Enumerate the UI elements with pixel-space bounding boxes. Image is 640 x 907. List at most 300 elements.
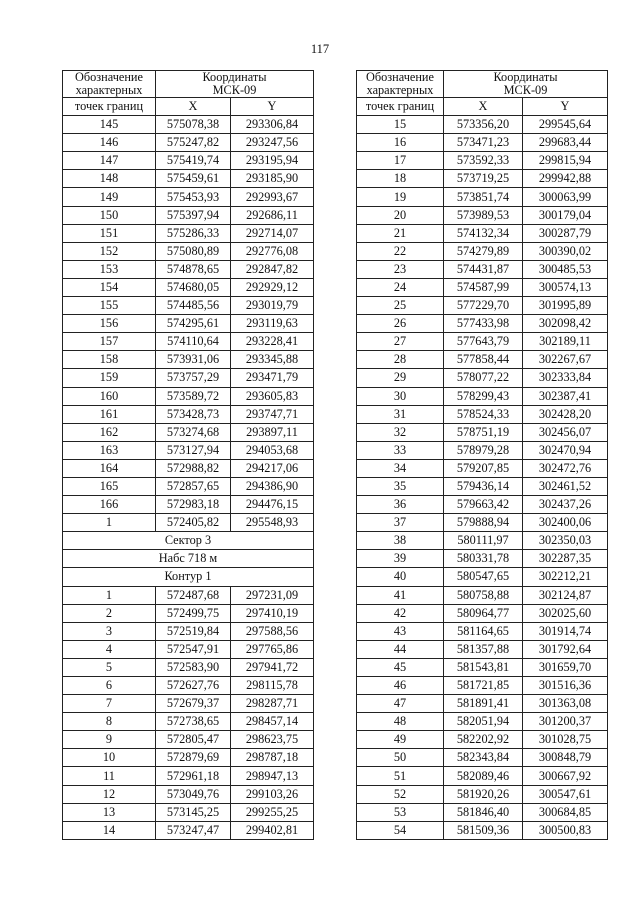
table-row: [63, 550, 314, 568]
table-row: [357, 677, 608, 695]
y-coordinate-cell: 292847,82: [231, 260, 314, 278]
contour-title: Контур 1: [63, 568, 314, 586]
table-row: [63, 170, 314, 188]
table-row: [63, 677, 314, 695]
y-coordinate-cell: 302400,06: [523, 514, 608, 532]
y-coordinate-cell: 302456,07: [523, 423, 608, 441]
y-coordinate-cell: 300287,79: [523, 224, 608, 242]
table-row: [63, 695, 314, 713]
point-number-cell: 33: [357, 441, 444, 459]
table-row: [357, 568, 608, 586]
y-coordinate-cell: 297231,09: [231, 586, 314, 604]
x-coordinate-cell: 574295,61: [156, 315, 231, 333]
y-coordinate-cell: 298457,14: [231, 713, 314, 731]
point-number-cell: 149: [63, 188, 156, 206]
y-coordinate-cell: 300063,99: [523, 188, 608, 206]
point-number-cell: 162: [63, 423, 156, 441]
x-coordinate-cell: 578751,19: [444, 423, 523, 441]
point-number-cell: 28: [357, 351, 444, 369]
point-number-cell: 53: [357, 803, 444, 821]
y-coordinate-cell: 302189,11: [523, 333, 608, 351]
table-row: [357, 242, 608, 260]
y-coordinate-cell: 298787,18: [231, 749, 314, 767]
y-coordinate-cell: 301516,36: [523, 677, 608, 695]
designation-header-line: характерных: [75, 83, 143, 97]
x-coordinate-cell: 580758,88: [444, 586, 523, 604]
coordinate-system-label: МСК-09: [212, 83, 257, 97]
table-row: [63, 206, 314, 224]
y-coordinate-cell: 302437,26: [523, 496, 608, 514]
x-coordinate-cell: 572679,37: [156, 695, 231, 713]
x-coordinate-cell: 581920,26: [444, 785, 523, 803]
point-number-cell: 4: [63, 640, 156, 658]
point-number-cell: 146: [63, 134, 156, 152]
x-coordinate-cell: 579436,14: [444, 477, 523, 495]
point-number-cell: 54: [357, 821, 444, 839]
y-coordinate-cell: 293119,63: [231, 315, 314, 333]
table-row: [63, 224, 314, 242]
point-number-cell: 155: [63, 297, 156, 315]
point-number-cell: 5: [63, 658, 156, 676]
point-number-cell: 26: [357, 315, 444, 333]
designation-header-line: Обозначение: [366, 70, 434, 84]
y-coordinate-cell: 292776,08: [231, 242, 314, 260]
y-coordinate-cell: 297765,86: [231, 640, 314, 658]
table-row: [63, 387, 314, 405]
table-row: [63, 514, 314, 532]
y-header: Y: [523, 98, 608, 116]
x-coordinate-cell: 575453,93: [156, 188, 231, 206]
table-row: [357, 532, 608, 550]
x-coordinate-cell: 574878,65: [156, 260, 231, 278]
y-coordinate-cell: 295548,93: [231, 514, 314, 532]
table-row: [357, 278, 608, 296]
table-row: [63, 477, 314, 495]
coordinates-table-left: [62, 70, 314, 840]
table-row: [357, 152, 608, 170]
table-row: [63, 622, 314, 640]
x-coordinate-cell: 582051,94: [444, 713, 523, 731]
point-number-cell: 163: [63, 441, 156, 459]
point-number-cell: 36: [357, 496, 444, 514]
point-number-cell: 145: [63, 116, 156, 134]
point-number-cell: 1: [63, 586, 156, 604]
y-coordinate-cell: 302098,42: [523, 315, 608, 333]
table-row: [357, 514, 608, 532]
x-coordinate-cell: 573719,25: [444, 170, 523, 188]
table-row: [357, 297, 608, 315]
point-number-cell: 20: [357, 206, 444, 224]
point-number-cell: 41: [357, 586, 444, 604]
x-coordinate-cell: 581164,65: [444, 622, 523, 640]
table-row: [63, 640, 314, 658]
x-coordinate-cell: 572547,91: [156, 640, 231, 658]
point-number-cell: 7: [63, 695, 156, 713]
table-row: [357, 188, 608, 206]
x-coordinate-cell: 580331,78: [444, 550, 523, 568]
point-number-cell: 1: [63, 514, 156, 532]
y-coordinate-cell: 302461,52: [523, 477, 608, 495]
point-number-cell: 18: [357, 170, 444, 188]
x-coordinate-cell: 573274,68: [156, 423, 231, 441]
x-coordinate-cell: 581721,85: [444, 677, 523, 695]
left-table-body: [63, 71, 314, 840]
x-coordinate-cell: 572583,90: [156, 658, 231, 676]
table-row: [63, 767, 314, 785]
table-row: [357, 405, 608, 423]
x-header: X: [156, 98, 231, 116]
point-number-cell: 10: [63, 749, 156, 767]
point-number-cell: 21: [357, 224, 444, 242]
right-table-body: [357, 71, 608, 840]
table-row: [63, 604, 314, 622]
x-coordinate-cell: 574680,05: [156, 278, 231, 296]
point-number-cell: 161: [63, 405, 156, 423]
y-coordinate-cell: 302124,87: [523, 586, 608, 604]
point-number-cell: 148: [63, 170, 156, 188]
x-coordinate-cell: 572519,84: [156, 622, 231, 640]
coordinates-header: [156, 71, 314, 98]
table-row: [357, 459, 608, 477]
y-coordinate-cell: 299103,26: [231, 785, 314, 803]
sector-title: Сектор 3: [63, 532, 314, 550]
point-number-cell: 51: [357, 767, 444, 785]
x-coordinate-cell: 575286,33: [156, 224, 231, 242]
point-number-cell: 31: [357, 405, 444, 423]
x-coordinate-cell: 577229,70: [444, 297, 523, 315]
y-coordinate-cell: 301028,75: [523, 731, 608, 749]
table-row: [357, 658, 608, 676]
y-coordinate-cell: 292993,67: [231, 188, 314, 206]
y-coordinate-cell: 299683,44: [523, 134, 608, 152]
table-row: [357, 622, 608, 640]
designation-header-last-line: точек границ: [357, 98, 444, 116]
table-row: [357, 767, 608, 785]
y-coordinate-cell: 300485,53: [523, 260, 608, 278]
table-row: [63, 278, 314, 296]
table-row: [63, 116, 314, 134]
x-coordinate-cell: 573127,94: [156, 441, 231, 459]
table-row: [357, 803, 608, 821]
designation-header-line: Обозначение: [75, 70, 143, 84]
y-coordinate-cell: 300848,79: [523, 749, 608, 767]
y-coordinate-cell: 302333,84: [523, 369, 608, 387]
table-row: [357, 441, 608, 459]
point-number-cell: 47: [357, 695, 444, 713]
y-coordinate-cell: 302472,76: [523, 459, 608, 477]
y-coordinate-cell: 294386,90: [231, 477, 314, 495]
y-coordinate-cell: 300547,61: [523, 785, 608, 803]
x-header: X: [444, 98, 523, 116]
y-coordinate-cell: 300667,92: [523, 767, 608, 785]
x-coordinate-cell: 573592,33: [444, 152, 523, 170]
x-coordinate-cell: 575080,89: [156, 242, 231, 260]
y-coordinate-cell: 292714,07: [231, 224, 314, 242]
x-coordinate-cell: 574110,64: [156, 333, 231, 351]
x-coordinate-cell: 573428,73: [156, 405, 231, 423]
point-number-cell: 45: [357, 658, 444, 676]
y-header: Y: [231, 98, 314, 116]
table-row: [357, 586, 608, 604]
y-coordinate-cell: 293247,56: [231, 134, 314, 152]
table-row: [357, 731, 608, 749]
point-number-cell: 29: [357, 369, 444, 387]
y-coordinate-cell: 302287,35: [523, 550, 608, 568]
designation-header-last-line: точек границ: [63, 98, 156, 116]
y-coordinate-cell: 300500,83: [523, 821, 608, 839]
table-row: [63, 496, 314, 514]
x-coordinate-cell: 577858,44: [444, 351, 523, 369]
table-row: [357, 821, 608, 839]
point-number-cell: 38: [357, 532, 444, 550]
table-row: [63, 134, 314, 152]
table-row: [63, 315, 314, 333]
table-row: [63, 333, 314, 351]
y-coordinate-cell: 302025,60: [523, 604, 608, 622]
point-number-cell: 2: [63, 604, 156, 622]
table-row: [63, 586, 314, 604]
y-coordinate-cell: 299942,88: [523, 170, 608, 188]
y-coordinate-cell: 294053,68: [231, 441, 314, 459]
header-row: [357, 98, 608, 116]
x-coordinate-cell: 579663,42: [444, 496, 523, 514]
x-coordinate-cell: 573757,29: [156, 369, 231, 387]
point-number-cell: 3: [63, 622, 156, 640]
header-row: [63, 98, 314, 116]
point-number-cell: 154: [63, 278, 156, 296]
table-row: [63, 785, 314, 803]
y-coordinate-cell: 302267,67: [523, 351, 608, 369]
point-number-cell: 164: [63, 459, 156, 477]
point-number-cell: 166: [63, 496, 156, 514]
table-row: [63, 441, 314, 459]
table-row: [357, 206, 608, 224]
table-row: [357, 333, 608, 351]
table-row: [357, 116, 608, 134]
x-coordinate-cell: 581846,40: [444, 803, 523, 821]
x-coordinate-cell: 582089,46: [444, 767, 523, 785]
x-coordinate-cell: 572487,68: [156, 586, 231, 604]
y-coordinate-cell: 300574,13: [523, 278, 608, 296]
x-coordinate-cell: 574485,56: [156, 297, 231, 315]
x-coordinate-cell: 575247,82: [156, 134, 231, 152]
y-coordinate-cell: 302428,20: [523, 405, 608, 423]
designation-header: [63, 71, 156, 98]
x-coordinate-cell: 572879,69: [156, 749, 231, 767]
x-coordinate-cell: 581543,81: [444, 658, 523, 676]
point-number-cell: 11: [63, 767, 156, 785]
x-coordinate-cell: 582202,92: [444, 731, 523, 749]
x-coordinate-cell: 573589,72: [156, 387, 231, 405]
designation-header: [357, 71, 444, 98]
x-coordinate-cell: 580964,77: [444, 604, 523, 622]
point-number-cell: 24: [357, 278, 444, 296]
point-number-cell: 160: [63, 387, 156, 405]
y-coordinate-cell: 302350,03: [523, 532, 608, 550]
y-coordinate-cell: 293471,79: [231, 369, 314, 387]
x-coordinate-cell: 575397,94: [156, 206, 231, 224]
y-coordinate-cell: 292686,11: [231, 206, 314, 224]
y-coordinate-cell: 293019,79: [231, 297, 314, 315]
point-number-cell: 158: [63, 351, 156, 369]
x-coordinate-cell: 578077,22: [444, 369, 523, 387]
x-coordinate-cell: 572805,47: [156, 731, 231, 749]
x-coordinate-cell: 580111,97: [444, 532, 523, 550]
x-coordinate-cell: 572857,65: [156, 477, 231, 495]
point-number-cell: 152: [63, 242, 156, 260]
y-coordinate-cell: 299815,94: [523, 152, 608, 170]
x-coordinate-cell: 582343,84: [444, 749, 523, 767]
x-coordinate-cell: 573989,53: [444, 206, 523, 224]
table-row: [357, 315, 608, 333]
coordinates-header-label: Координаты: [202, 70, 267, 84]
table-row: [357, 550, 608, 568]
table-row: [63, 351, 314, 369]
point-number-cell: 8: [63, 713, 156, 731]
table-row: [357, 134, 608, 152]
x-coordinate-cell: 572988,82: [156, 459, 231, 477]
point-number-cell: 49: [357, 731, 444, 749]
y-coordinate-cell: 298287,71: [231, 695, 314, 713]
point-number-cell: 23: [357, 260, 444, 278]
table-row: [357, 351, 608, 369]
point-number-cell: 151: [63, 224, 156, 242]
table-row: [63, 405, 314, 423]
point-number-cell: 13: [63, 803, 156, 821]
y-coordinate-cell: 297588,56: [231, 622, 314, 640]
y-coordinate-cell: 294217,06: [231, 459, 314, 477]
y-coordinate-cell: 297410,19: [231, 604, 314, 622]
y-coordinate-cell: 293185,90: [231, 170, 314, 188]
designation-header-line: характерных: [366, 83, 434, 97]
x-coordinate-cell: 572627,76: [156, 677, 231, 695]
table-row: [63, 821, 314, 839]
x-coordinate-cell: 574279,89: [444, 242, 523, 260]
x-coordinate-cell: 573247,47: [156, 821, 231, 839]
point-number-cell: 46: [357, 677, 444, 695]
point-number-cell: 37: [357, 514, 444, 532]
table-row: [357, 496, 608, 514]
point-number-cell: 52: [357, 785, 444, 803]
x-coordinate-cell: 572499,75: [156, 604, 231, 622]
table-row: [357, 785, 608, 803]
table-row: [63, 568, 314, 586]
y-coordinate-cell: 301363,08: [523, 695, 608, 713]
x-coordinate-cell: 579888,94: [444, 514, 523, 532]
point-number-cell: 9: [63, 731, 156, 749]
point-number-cell: 157: [63, 333, 156, 351]
x-coordinate-cell: 575078,38: [156, 116, 231, 134]
x-coordinate-cell: 575419,74: [156, 152, 231, 170]
y-coordinate-cell: 300179,04: [523, 206, 608, 224]
point-number-cell: 35: [357, 477, 444, 495]
y-coordinate-cell: 293345,88: [231, 351, 314, 369]
point-number-cell: 150: [63, 206, 156, 224]
x-coordinate-cell: 573356,20: [444, 116, 523, 134]
point-number-cell: 50: [357, 749, 444, 767]
x-coordinate-cell: 572738,65: [156, 713, 231, 731]
table-row: [357, 713, 608, 731]
page-number: 117: [310, 42, 330, 56]
point-number-cell: 147: [63, 152, 156, 170]
table-row: [357, 640, 608, 658]
x-coordinate-cell: 574431,87: [444, 260, 523, 278]
table-row: [63, 188, 314, 206]
point-number-cell: 40: [357, 568, 444, 586]
point-number-cell: 165: [63, 477, 156, 495]
y-coordinate-cell: 299402,81: [231, 821, 314, 839]
y-coordinate-cell: 298623,75: [231, 731, 314, 749]
y-coordinate-cell: 302387,41: [523, 387, 608, 405]
table-row: [357, 170, 608, 188]
y-coordinate-cell: 297941,72: [231, 658, 314, 676]
table-row: [63, 749, 314, 767]
point-number-cell: 22: [357, 242, 444, 260]
x-coordinate-cell: 577643,79: [444, 333, 523, 351]
table-row: [63, 423, 314, 441]
point-number-cell: 39: [357, 550, 444, 568]
point-number-cell: 153: [63, 260, 156, 278]
table-row: [63, 260, 314, 278]
x-coordinate-cell: 577433,98: [444, 315, 523, 333]
table-row: [357, 224, 608, 242]
y-coordinate-cell: 298947,13: [231, 767, 314, 785]
table-row: [357, 369, 608, 387]
x-coordinate-cell: 578524,33: [444, 405, 523, 423]
point-number-cell: 156: [63, 315, 156, 333]
point-number-cell: 12: [63, 785, 156, 803]
point-number-cell: 19: [357, 188, 444, 206]
table-row: [63, 152, 314, 170]
y-coordinate-cell: 294476,15: [231, 496, 314, 514]
table-row: [357, 477, 608, 495]
x-coordinate-cell: 573049,76: [156, 785, 231, 803]
table-row: [63, 713, 314, 731]
x-coordinate-cell: 578979,28: [444, 441, 523, 459]
point-number-cell: 34: [357, 459, 444, 477]
y-coordinate-cell: 293605,83: [231, 387, 314, 405]
table-row: [63, 459, 314, 477]
table-row: [63, 658, 314, 676]
x-coordinate-cell: 574132,34: [444, 224, 523, 242]
y-coordinate-cell: 301995,89: [523, 297, 608, 315]
point-number-cell: 42: [357, 604, 444, 622]
x-coordinate-cell: 573145,25: [156, 803, 231, 821]
sector-height: Набс 718 м: [63, 550, 314, 568]
y-coordinate-cell: 301792,64: [523, 640, 608, 658]
coordinates-header: [444, 71, 608, 98]
x-coordinate-cell: 581357,88: [444, 640, 523, 658]
point-number-cell: 14: [63, 821, 156, 839]
x-coordinate-cell: 581891,41: [444, 695, 523, 713]
coordinate-system-label: МСК-09: [503, 83, 548, 97]
point-number-cell: 17: [357, 152, 444, 170]
y-coordinate-cell: 293306,84: [231, 116, 314, 134]
y-coordinate-cell: 292929,12: [231, 278, 314, 296]
table-row: [357, 387, 608, 405]
table-row: [357, 604, 608, 622]
point-number-cell: 48: [357, 713, 444, 731]
y-coordinate-cell: 299255,25: [231, 803, 314, 821]
table-row: [357, 695, 608, 713]
x-coordinate-cell: 578299,43: [444, 387, 523, 405]
point-number-cell: 15: [357, 116, 444, 134]
point-number-cell: 27: [357, 333, 444, 351]
y-coordinate-cell: 293747,71: [231, 405, 314, 423]
x-coordinate-cell: 573471,23: [444, 134, 523, 152]
x-coordinate-cell: 573851,74: [444, 188, 523, 206]
table-row: [63, 297, 314, 315]
